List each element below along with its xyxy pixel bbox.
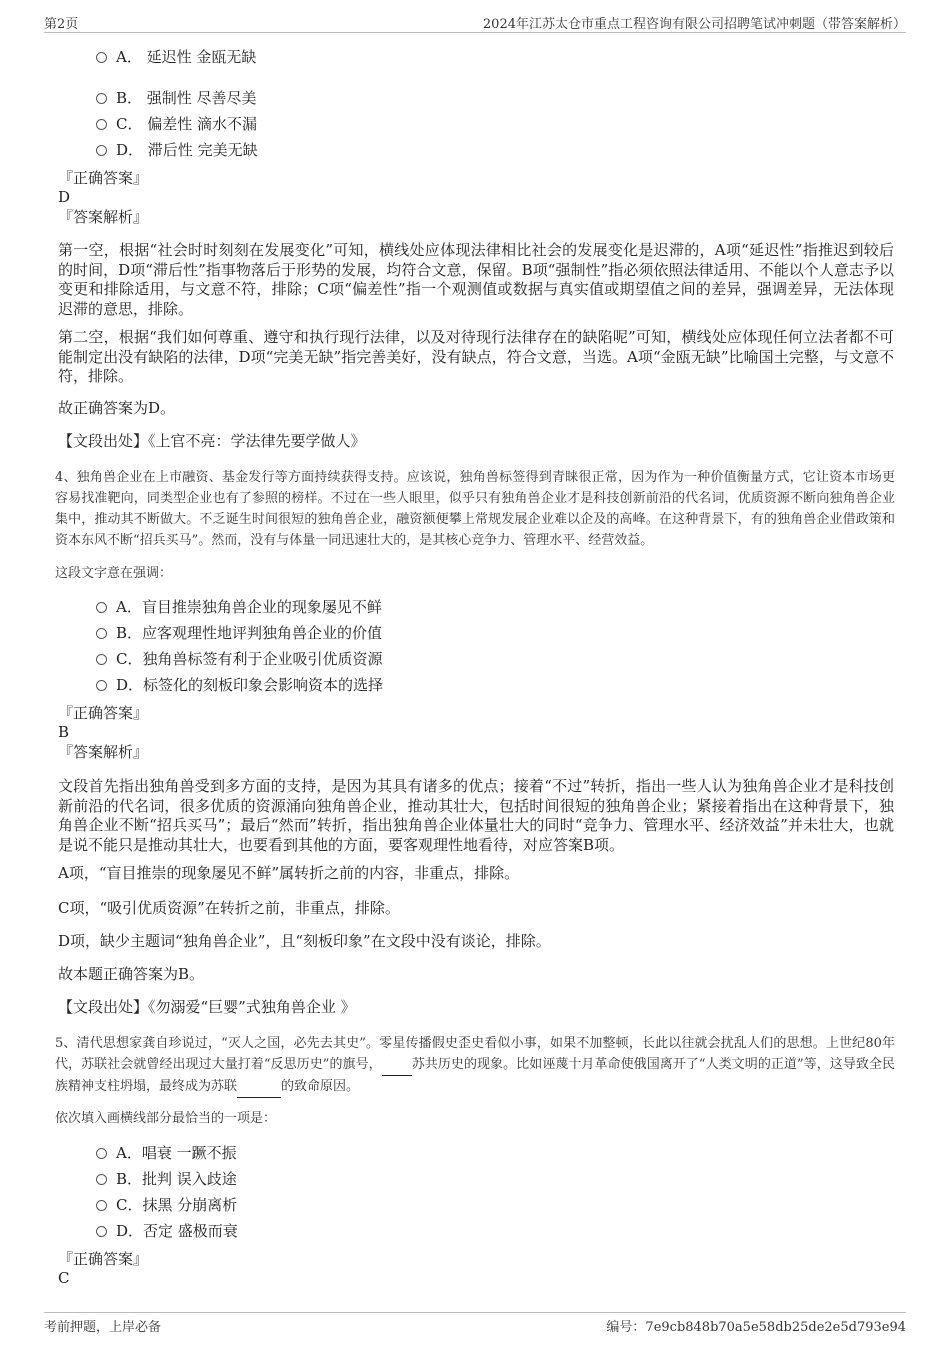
q5-prompt: 依次填入画横线部分最恰当的一项是： [55,1111,277,1126]
q4-option-c[interactable]: C．独角兽标签有利于企业吸引优质资源 [96,648,382,670]
q3-analysis-para-1: 第一空，根据“社会时时刻刻在发展变化”可知，横线处应体现法律相比社会的发展变化是迟滞的，A项“延迟性”指推迟到较后的时间，D项“滞后性”指事物落后于形势的发展，均符合文意，保留。B项“强制性”指必须依照法律适用、不能以个人意志予以变更和排除适用，与文意不符，排除；C项“偏差性”指一个观测值或数据与真实值或期望值之间的差异，强调差异，无法体现迟滞的意思，排除。 [58,241,894,318]
q4-option-a[interactable]: A．盲目推崇独角兽企业的现象屡见不鲜 [96,596,382,618]
q4-note-a: A项，“盲目推崇的现象屡见不鲜”属转折之前的内容，非重点，排除。 [58,864,520,882]
q4-answer-label: 『正确答案』 [58,704,149,722]
q4-analysis-para-1: 文段首先指出独角兽受到多方面的支持，是因为其具有诸多的优点；接着“不过”转折，指出一些人认为独角兽企业才是科技创新前沿的代名词，很多优质的资源涌向独角兽企业，推动其壮大，包括时间很短的独角兽企业；紧接着指出在这种背景下，独角兽企业不断“招兵买马”；最后“然而”转折，指出独角兽企业体量壮大的同时“竞争力、管理水平、经济效益”并未壮大，也就是说不能只是推动其壮大，也要看到其他的方面，要客观理性地看待，对应答案B项。 [58,777,894,854]
page-number: 第2页 [44,17,79,32]
q3-option-a[interactable]: A． 延迟性 金瓯无缺 [96,46,256,68]
q4-analysis-label: 『答案解析』 [58,743,149,761]
radio-icon[interactable] [96,1226,107,1237]
q3-option-c[interactable]: C． 偏差性 滴水不漏 [96,113,257,135]
radio-icon[interactable] [96,93,107,104]
radio-icon[interactable] [96,145,107,156]
radio-icon[interactable] [96,52,107,63]
page-header [44,10,906,33]
q5-option-d[interactable]: D．否定 盛极而衰 [96,1220,238,1242]
q4-stem: 4、独角兽企业在上市融资、基金发行等方面持续获得支持。应该说，独角兽标签得到青睐很正常，因为作为一种价值衡量方式，它让资本市场更容易找准靶向，同类型企业也有了参照的榜样。不过在一些人眼里，似乎只有独角兽企业才是科技创新前沿的代名词，优质资源不断向独角兽企业集中，推动其不断做大。不乏诞生时间很短的独角兽企业，融资额便攀上常规发展企业难以企及的高峰。在这种背景下，有的独角兽企业借政策和资本东风不断“招兵买马”。然而，没有与体量一同迅速壮大的，是其核心竞争力、管理水平、经营效益。 [55,470,895,548]
page-footer [44,1312,906,1337]
radio-icon[interactable] [96,602,107,613]
q3-answer: D [58,188,71,206]
q4-source: 【文段出处】《勿溺爱“巨婴”式独角兽企业 》 [58,998,356,1016]
q5-option-b[interactable]: B．批判 误入歧途 [96,1168,237,1190]
q3-option-d[interactable]: D． 滞后性 完美无缺 [96,139,258,161]
fill-blank-1 [382,1054,412,1076]
fill-blank-2 [237,1076,281,1098]
q4-note-d: D项，缺少主题词“独角兽企业”，且“刻板印象”在文段中没有谈论，排除。 [58,932,551,950]
radio-icon[interactable] [96,628,107,639]
q3-answer-label: 『正确答案』 [58,169,149,187]
q5-stem: 5、清代思想家龚自珍说过，“灭人之国，必先去其史”。零星传播假史歪史看似小事，如果不加整顿，长此以往就会扰乱人们的思想。上世纪80年代，苏联社会就曾经出现过大量打着“反思历史”的旗号， 苏共历史的现象。比如诬蔑十月革命使俄国离开了“人类文明的正道”等，这导致全民族精神支柱坍塌，最终成为苏联 的致命原因。 [55,1033,895,1098]
q4-note-c: C项，“吸引优质资源”在转折之前，非重点，排除。 [58,899,400,917]
q4-option-d[interactable]: D．标签化的刻板印象会影响资本的选择 [96,674,383,696]
document-title: 2024年江苏太仓市重点工程咨询有限公司招聘笔试冲刺题（带答案解析） [482,17,906,32]
q4-answer: B [58,723,70,741]
q3-source: 【文段出处】《上官不亮：学法律先要学做人》 [58,432,366,450]
radio-icon[interactable] [96,1200,107,1211]
q3-conclusion: 故正确答案为D。 [58,399,176,417]
footer-document-id: 编号：7e9cb848b70a5e58db25de2e5d793e94 [606,1320,906,1335]
q3-analysis-label: 『答案解析』 [58,208,149,226]
q3-analysis-para-2: 第二空，根据“我们如何尊重、遵守和执行现行法律，以及对待现行法律存在的缺陷呢”可知，横线处应体现任何立法者都不可能制定出没有缺陷的法律，D项“完美无缺”指完善美好，没有缺点，符合文意，当选。A项“金瓯无缺”比喻国土完整，与文意不符，排除。 [58,328,894,385]
q4-option-b[interactable]: B．应客观理性地评判独角兽企业的价值 [96,622,382,644]
q5-option-a[interactable]: A．唱衰 一蹶不振 [96,1142,237,1164]
footer-slogan: 考前押题，上岸必备 [44,1320,162,1335]
radio-icon[interactable] [96,1174,107,1185]
q5-answer-label: 『正确答案』 [58,1250,149,1268]
radio-icon[interactable] [96,654,107,665]
q4-prompt: 这段文字意在强调： [55,566,173,581]
q3-option-b[interactable]: B． 强制性 尽善尽美 [96,87,257,109]
radio-icon[interactable] [96,119,107,130]
q5-option-c[interactable]: C．抹黑 分崩离析 [96,1194,237,1216]
radio-icon[interactable] [96,680,107,691]
q5-answer: C [58,1269,70,1287]
q4-conclusion: 故本题正确答案为B。 [58,965,205,983]
radio-icon[interactable] [96,1148,107,1159]
